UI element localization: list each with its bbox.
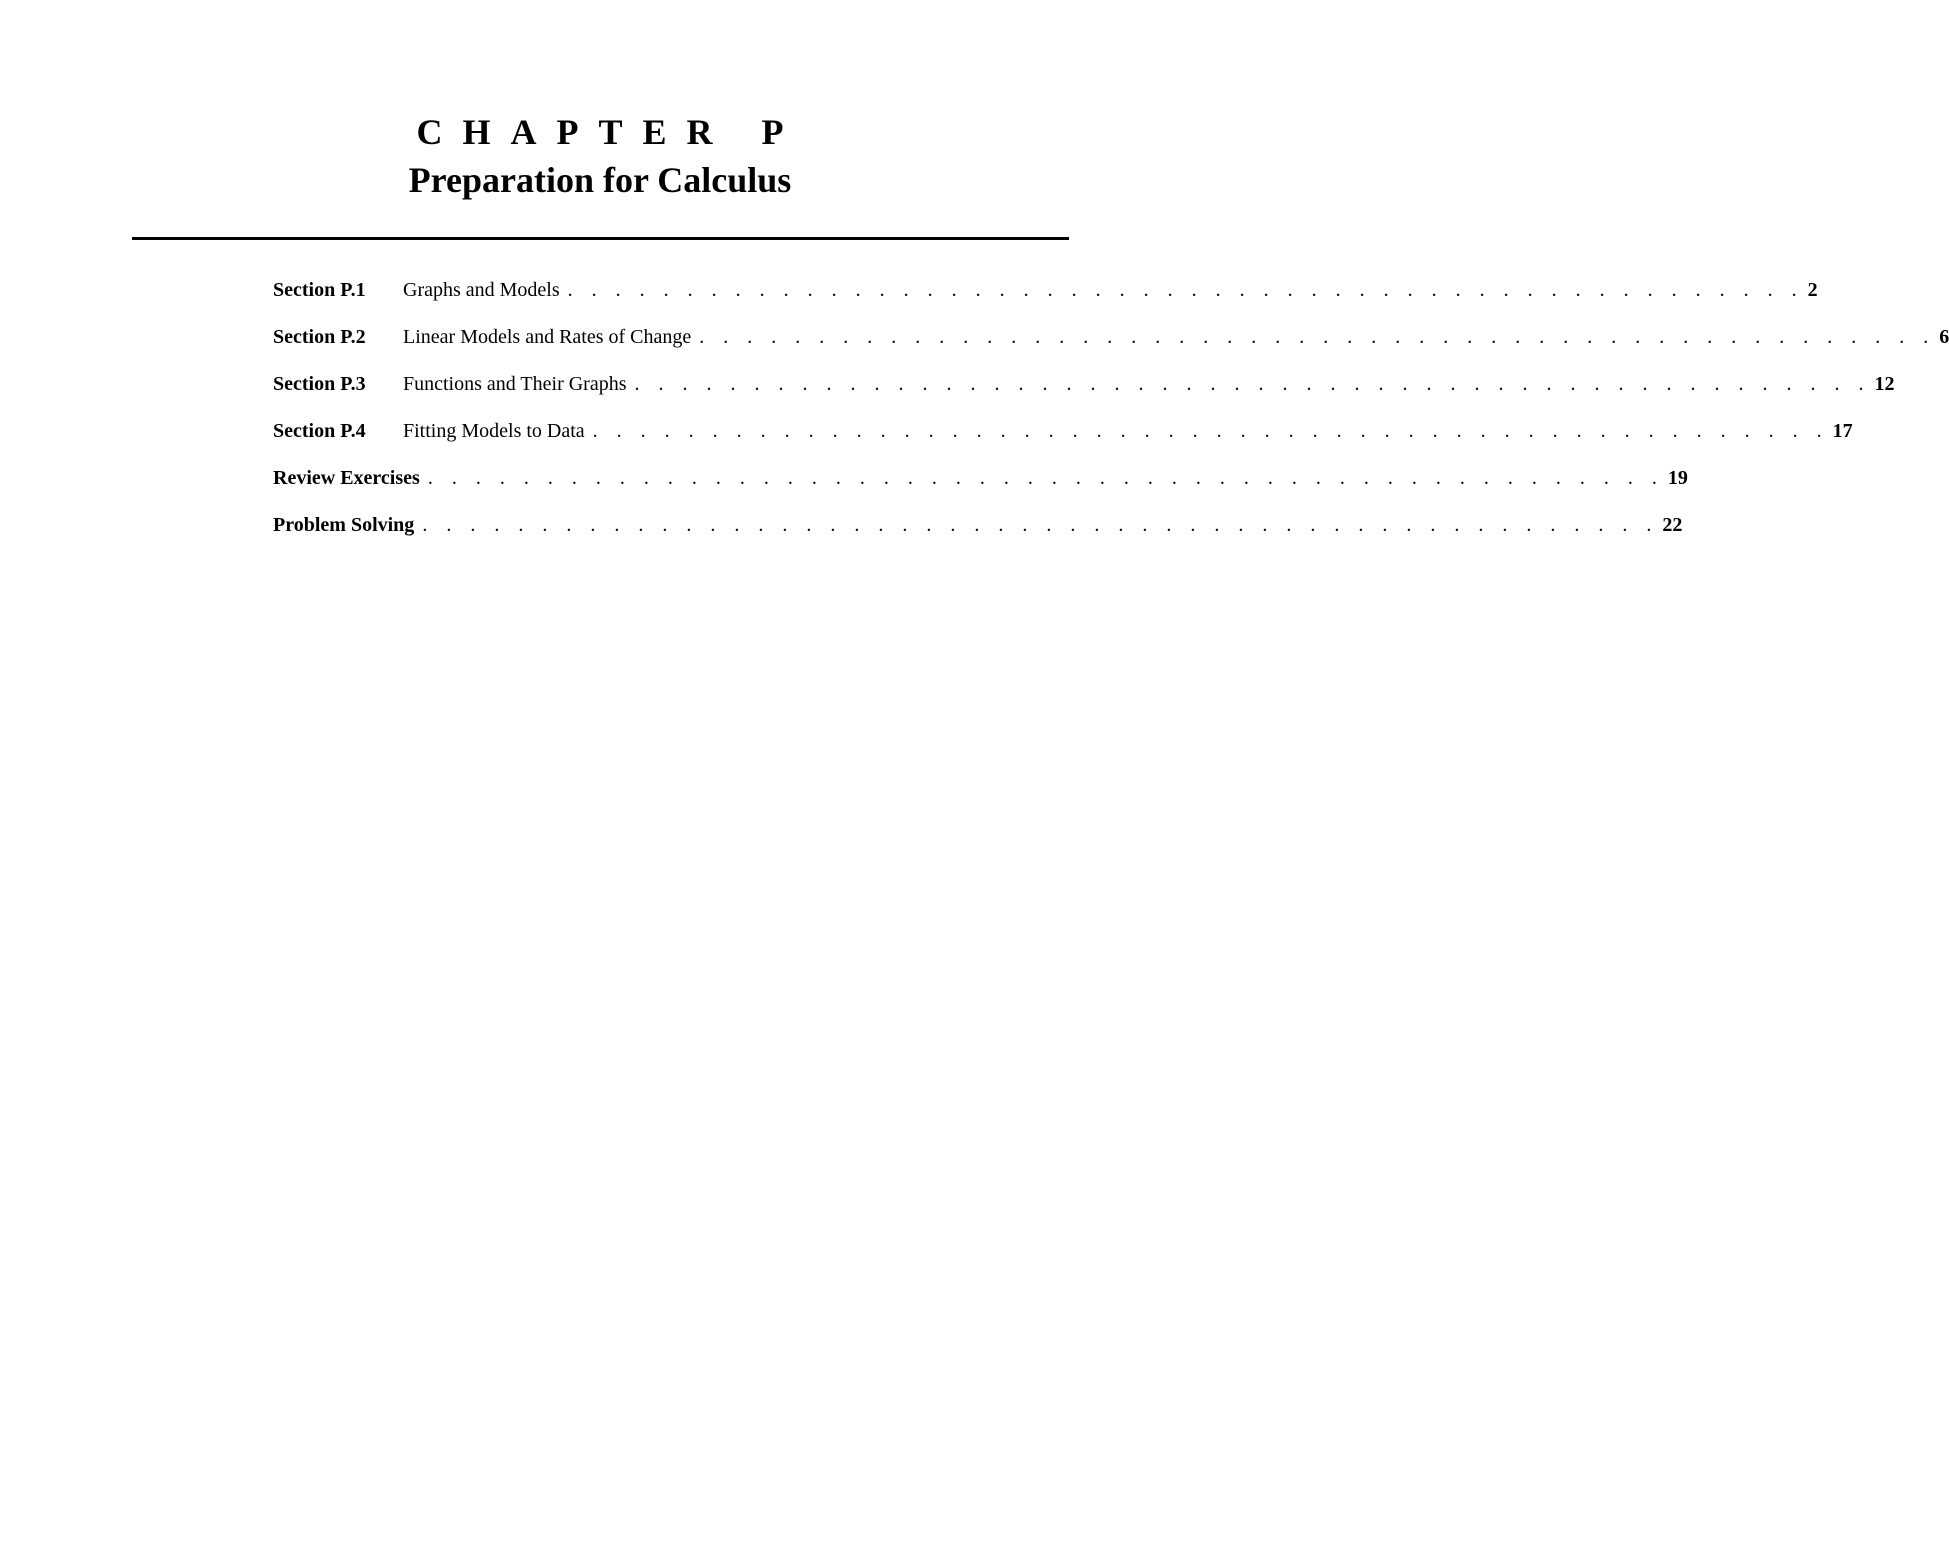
toc-section-number: Section P.4 — [273, 420, 366, 442]
toc-entry-section-p4[interactable] — [273, 413, 1853, 460]
dot-leader: . . . . . . . . . . . . . . . . . . . . . . . . . . . . . . . . . . . . . . . . . . . . . . . . . . . . — [427, 467, 1664, 489]
toc-section-number: Section P.3 — [273, 373, 366, 395]
toc-section-number: Section P.1 — [273, 279, 366, 301]
toc-entry-section-p1[interactable] — [273, 272, 1818, 319]
dot-leader: . . . . . . . . . . . . . . . . . . . . . . . . . . . . . . . . . . . . . . . . . . . . . . . . . . . . — [699, 326, 1936, 348]
toc-entry-problem-solving[interactable] — [273, 507, 1683, 554]
toc-page-number: 19 — [1667, 467, 1688, 489]
title-divider — [132, 237, 1069, 240]
toc-page-number: 17 — [1832, 420, 1853, 442]
toc-page-number: 2 — [1807, 279, 1818, 301]
toc-entry-review-exercises[interactable] — [273, 460, 1688, 507]
table-of-contents — [273, 272, 1949, 554]
toc-entry-section-p2[interactable] — [273, 319, 1949, 366]
toc-page-number: 6 — [1939, 326, 1949, 348]
toc-section-title: Problem Solving — [273, 514, 415, 536]
toc-section-number: Section P.2 — [273, 326, 366, 348]
toc-entry-section-p3[interactable] — [273, 366, 1895, 413]
toc-section-title: Graphs and Models — [403, 279, 560, 301]
toc-section-title: Fitting Models to Data — [403, 420, 585, 442]
dot-leader: . . . . . . . . . . . . . . . . . . . . . . . . . . . . . . . . . . . . . . . . . . . . . . . . . . . . — [567, 279, 1804, 301]
dot-leader: . . . . . . . . . . . . . . . . . . . . . . . . . . . . . . . . . . . . . . . . . . . . . . . . . . . . — [634, 373, 1871, 395]
toc-section-title: Functions and Their Graphs — [403, 373, 627, 395]
toc-page-number: 22 — [1662, 514, 1683, 536]
toc-section-title: Linear Models and Rates of Change — [403, 326, 692, 348]
chapter-label: CHAPTER P — [416, 112, 804, 152]
dot-leader: . . . . . . . . . . . . . . . . . . . . . . . . . . . . . . . . . . . . . . . . . . . . . . . . . . . . — [422, 514, 1659, 536]
chapter-title: Preparation for Calculus — [408, 160, 792, 200]
dot-leader: . . . . . . . . . . . . . . . . . . . . . . . . . . . . . . . . . . . . . . . . . . . . . . . . . . . . — [592, 420, 1829, 442]
toc-section-title: Review Exercises — [273, 467, 420, 489]
toc-page-number: 12 — [1874, 373, 1895, 395]
